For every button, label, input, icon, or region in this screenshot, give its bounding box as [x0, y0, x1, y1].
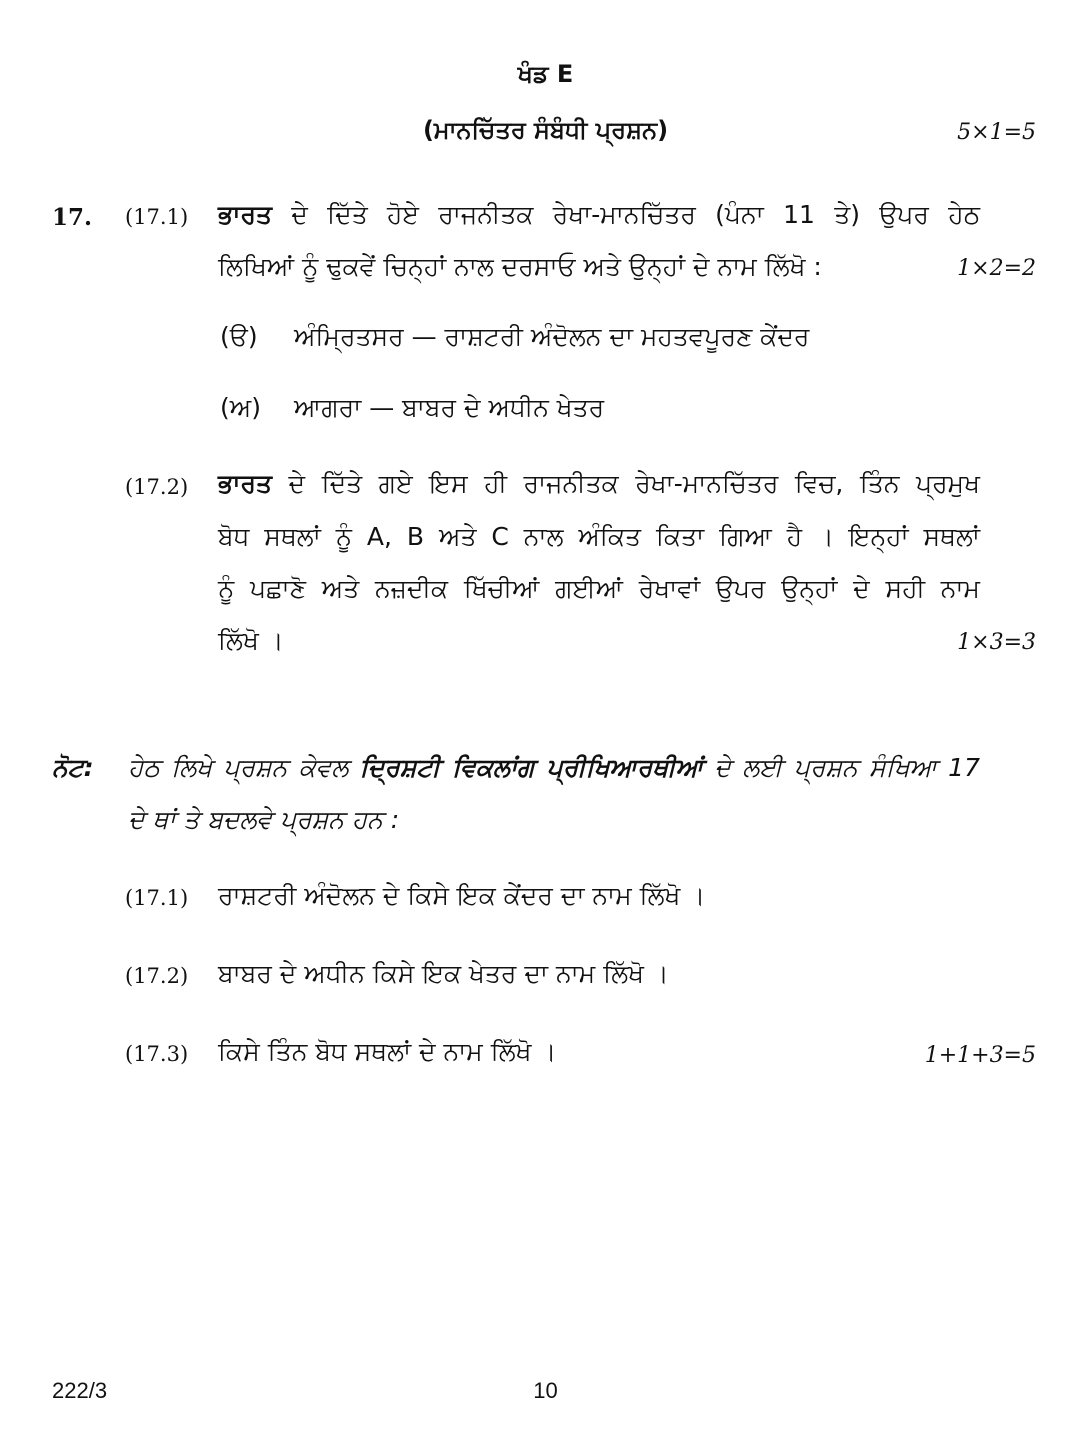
note-line1-bold: ਦ੍ਰਿਸ਼ਟੀ ਵਿਕਲਾਂਗ ਪ੍ਰੀਖਿਆਰਥੀਆਂ [359, 753, 703, 782]
q17-2-bold-word: ਭਾਰਤ [218, 469, 272, 498]
section-marks: 5×1=5 [957, 120, 1036, 145]
note-item-3-label: (17.3) [125, 1042, 189, 1066]
q17-1-line2: ਲਿਖਿਆਂ ਨੂੰ ਢੁਕਵੇਂ ਚਿਨ੍ਹਾਂ ਨਾਲ ਦਰਸਾਓ ਅਤੇ ਉਨ੍ਹਾਂ ਦੇ ਨਾਮ ਲਿੱਖੋ : [218, 252, 822, 281]
q17-1-label: (17.1) [125, 205, 189, 229]
note-line2: ਦੇ ਥਾਂ ਤੇ ਬਦਲਵੇ ਪ੍ਰਸ਼ਨ ਹਨ : [128, 805, 400, 834]
q17-1-item-a-label: (ੳ) [220, 322, 258, 351]
q17-1-bold-word: ਭਾਰਤ [218, 200, 272, 229]
q17-2-marks: 1×3=3 [957, 630, 1036, 655]
question-number: 17. [52, 204, 93, 231]
q17-2-line4: ਲਿੱਖੋ । [218, 626, 284, 655]
q17-2-line3: ਨੂੰ ਪਛਾਣੋ ਅਤੇ ਨਜ਼ਦੀਕ ਖਿੱਚੀਆਂ ਗਈਆਂ ਰੇਖਾਵਾਂ ਉਪਰ ਉਨ੍ਹਾਂ ਦੇ ਸਹੀ ਨਾਮ [218, 574, 980, 603]
q17-1-line1 [218, 200, 980, 230]
section-subheading: (ਮਾਨਚਿੱਤਰ ਸੰਬੰਧੀ ਪ੍ਰਸ਼ਨ) [422, 116, 669, 144]
note-item-3-text: ਕਿਸੇ ਤਿੰਨ ਬੋਧ ਸਥਲਾਂ ਦੇ ਨਾਮ ਲਿੱਖੋ । [218, 1037, 557, 1066]
note-item-1-text: ਰਾਸ਼ਟਰੀ ਅੰਦੋਲਨ ਦੇ ਕਿਸੇ ਇਕ ਕੇਂਦਰ ਦਾ ਨਾਮ ਲਿੱਖੋ । [218, 881, 706, 910]
paper-code: 222/3 [52, 1378, 108, 1403]
q17-2-line2: ਬੋਧ ਸਥਲਾਂ ਨੂੰ A, B ਅਤੇ C ਨਾਲ ਅੰਕਿਤ ਕਿਤਾ ਗਿਆ ਹੈ । ਇਨ੍ਹਾਂ ਸਥਲਾਂ [218, 522, 980, 551]
note-line1 [128, 753, 980, 783]
note-item-2-label: (17.2) [125, 964, 189, 988]
page-number: 10 [533, 1378, 558, 1403]
q17-2-line1-text: ਦੇ ਦਿੱਤੇ ਗਏ ਇਸ ਹੀ ਰਾਜਨੀਤਕ ਰੇਖਾ-ਮਾਨਚਿੱਤਰ ਵਿਚ, ਤਿੰਨ ਪ੍ਰਮੁਖ [288, 469, 980, 498]
note-line1-pre: ਹੇਠ ਲਿਖੇ ਪ੍ਰਸ਼ਨ ਕੇਵਲ [128, 753, 349, 782]
note-label: ਨੋਟ: [52, 753, 94, 782]
note-item-1-label: (17.1) [125, 886, 189, 910]
q17-2-label: (17.2) [125, 475, 189, 499]
q17-2-line1 [218, 469, 980, 499]
q17-1-line1-text: ਦੇ ਦਿੱਤੇ ਹੋਏ ਰਾਜਨੀਤਕ ਰੇਖਾ-ਮਾਨਚਿੱਤਰ (ਪੰਨਾ 11 ਤੇ) ਉਪਰ ਹੇਠ [291, 200, 980, 229]
q17-1-item-b-label: (ਅ) [220, 393, 262, 422]
note-item-2-text: ਬਾਬਰ ਦੇ ਅਧੀਨ ਕਿਸੇ ਇਕ ਖੇਤਰ ਦਾ ਨਾਮ ਲਿੱਖੋ । [218, 959, 669, 988]
note-marks: 1+1+3=5 [924, 1043, 1036, 1068]
note-line1-post: ਦੇ ਲਈ ਪ੍ਰਸ਼ਨ ਸੰਖਿਆ 17 [714, 753, 980, 782]
q17-1-item-a-text: ਅੰਮ੍ਰਿਤਸਰ — ਰਾਸ਼ਟਰੀ ਅੰਦੋਲਨ ਦਾ ਮਹਤਵਪੂਰਣ ਕੇਂਦਰ [294, 322, 810, 351]
q17-1-item-b-text: ਆਗਰਾ — ਬਾਬਰ ਦੇ ਅਧੀਨ ਖੇਤਰ [294, 393, 605, 422]
section-heading: ਖੰਡ E [517, 60, 574, 88]
q17-1-marks: 1×2=2 [957, 256, 1036, 281]
